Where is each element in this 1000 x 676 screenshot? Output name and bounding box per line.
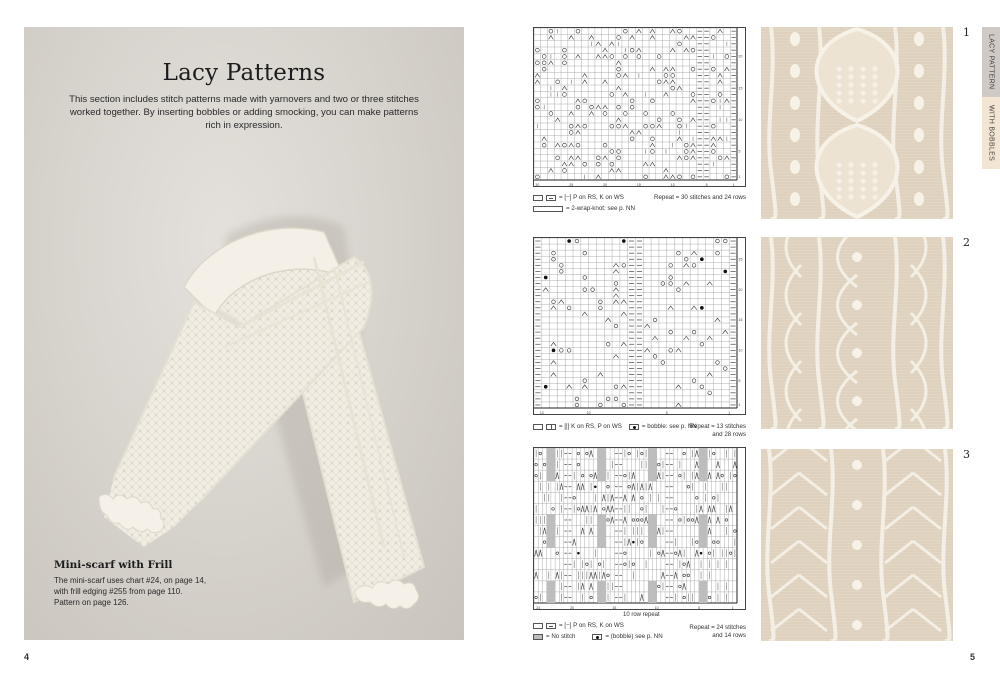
repeat-line: and 14 rows (712, 632, 746, 639)
scarf-photo (24, 27, 464, 640)
chart-1-repeat: Repeat = 30 stitches and 24 rows (653, 194, 746, 201)
svg-text:10: 10 (654, 606, 659, 610)
repeat-line: Repeat = 24 stitches (689, 624, 746, 631)
photo-caption (54, 559, 284, 608)
row-repeat-note (533, 611, 660, 619)
svg-text:30: 30 (535, 183, 540, 187)
swatch-3-texture (761, 449, 953, 641)
legend-text: = [|] K on RS, P on WS (559, 423, 622, 430)
knit-symbol-icon (546, 424, 556, 430)
chart-1-legend (533, 194, 635, 213)
2-wrap-knot-symbol-icon (533, 206, 563, 212)
svg-text:5: 5 (738, 378, 741, 383)
caption-line: Pattern on page 126. (54, 598, 129, 607)
svg-text:1: 1 (728, 411, 731, 415)
chart-3 (533, 447, 746, 610)
chart-1 (533, 27, 746, 187)
side-tab-lacy-pattern[interactable] (982, 27, 1000, 97)
legend-text: = No stitch (546, 633, 576, 640)
svg-text:20: 20 (738, 287, 743, 292)
svg-text:15: 15 (612, 606, 617, 610)
legend-text: = bobble: see p. NN (641, 423, 697, 430)
blank-square-icon (533, 424, 543, 430)
chart-3-legend (533, 622, 663, 641)
chart-3-repeat (660, 624, 746, 640)
section-title: Lacy Patterns (162, 60, 326, 86)
blank-square-icon (533, 195, 543, 201)
legend-text: = (bobble) see p. NN (605, 633, 663, 640)
svg-text:1: 1 (738, 175, 741, 180)
legend-text: = [−] P on RS, K on WS (559, 194, 624, 201)
svg-text:15: 15 (738, 86, 743, 91)
svg-text:10: 10 (586, 411, 591, 415)
svg-text:1: 1 (731, 606, 734, 610)
svg-text:25: 25 (738, 257, 743, 262)
swatch-photo-2 (761, 237, 953, 429)
purl-symbol-icon (546, 195, 556, 201)
legend-text: = 2-wrap-knot: see p. NN (566, 205, 635, 212)
page-number-right: 5 (970, 652, 976, 662)
swatch-2-texture (761, 237, 953, 429)
repeat-line: and 28 rows (712, 431, 746, 438)
side-tab-with-bobbles[interactable] (982, 97, 1000, 169)
svg-text:10: 10 (738, 118, 743, 123)
chart-2-grid (534, 238, 746, 415)
side-tab-label: WITH BOBBLES (987, 104, 995, 162)
svg-text:15: 15 (738, 318, 743, 323)
swatch-1-texture (761, 27, 953, 219)
blank-square-icon (533, 623, 543, 629)
row-repeat-label: 10 row repeat (623, 612, 660, 618)
svg-text:10: 10 (670, 183, 675, 187)
caption-title: Mini-scarf with Frill (54, 559, 173, 571)
caption-line: The mini-scarf uses chart #24, on page 14, (54, 576, 207, 585)
svg-text:5: 5 (697, 606, 700, 610)
caption-line: with frill edging #255 from page 110. (54, 587, 183, 596)
pattern-number-2: 2 (963, 236, 970, 249)
chart-2 (533, 237, 746, 415)
svg-text:20: 20 (738, 54, 743, 59)
svg-text:5: 5 (665, 411, 668, 415)
repeat-line: Repeat = 13 stitches (689, 423, 746, 430)
svg-text:1: 1 (738, 403, 741, 408)
svg-text:15: 15 (636, 183, 641, 187)
svg-text:24: 24 (536, 606, 541, 610)
svg-text:1: 1 (732, 183, 735, 187)
svg-text:25: 25 (569, 183, 574, 187)
bobble-symbol-icon (592, 634, 602, 640)
bobble-symbol-icon (629, 424, 639, 430)
svg-text:5: 5 (738, 149, 741, 154)
chart-1-grid (534, 28, 746, 187)
section-intro: This section includes stitch patterns made with yarnovers and two or three stitches worked together. By inserting bobbles or adding smocking, you can make patterns rich in expression. (69, 94, 419, 131)
svg-text:20: 20 (603, 183, 608, 187)
chart-3-grid (534, 448, 746, 610)
pattern-number-3: 3 (963, 448, 970, 461)
no-stitch-square-icon (533, 634, 543, 640)
pattern-number-1: 1 (963, 26, 970, 39)
chart-2-repeat (660, 423, 746, 439)
svg-text:13: 13 (539, 411, 544, 415)
page-number-left: 4 (24, 652, 30, 662)
side-tab-label: LACY PATTERN (987, 34, 995, 90)
swatch-photo-3 (761, 449, 953, 641)
svg-text:20: 20 (570, 606, 575, 610)
svg-text:5: 5 (705, 183, 708, 187)
purl-symbol-icon (546, 623, 556, 629)
swatch-photo-1 (761, 27, 953, 219)
svg-text:10: 10 (738, 348, 743, 353)
legend-text: = [−] P on RS, K on WS (559, 622, 624, 629)
